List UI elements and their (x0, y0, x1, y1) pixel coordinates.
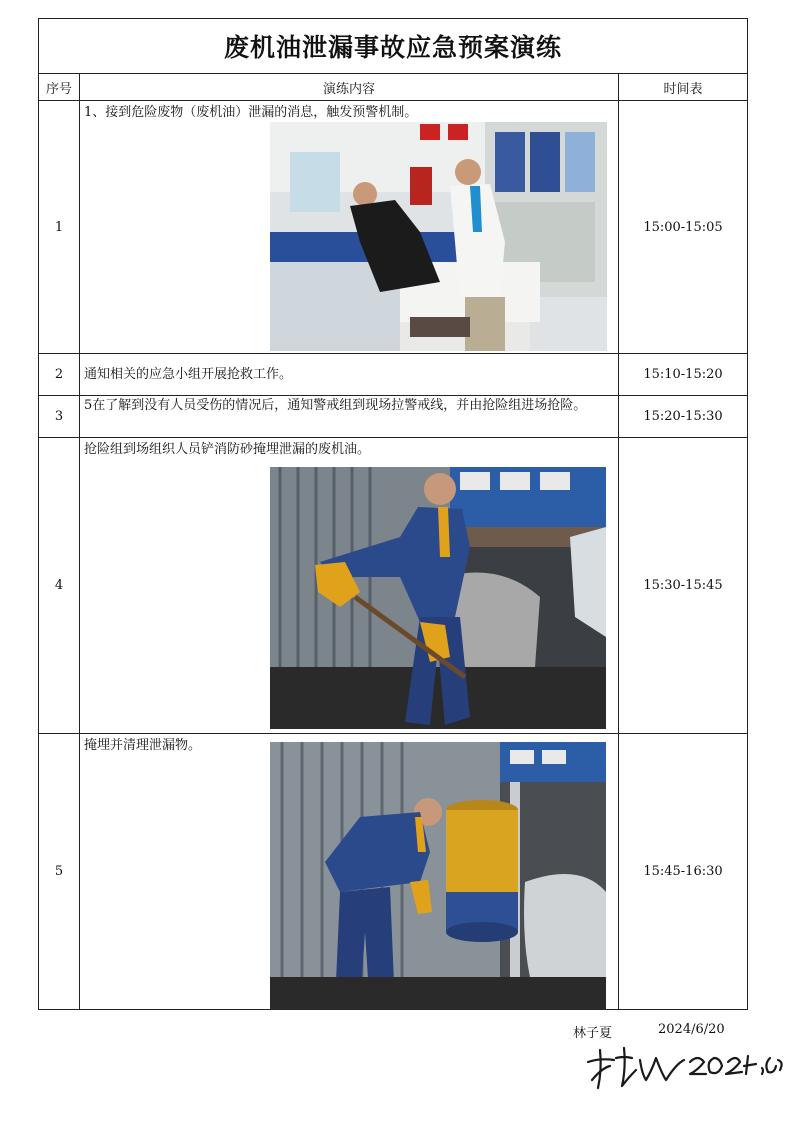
row-time: 15:10-15:20 (619, 354, 748, 396)
document-title: 废机油泄漏事故应急预案演练 (39, 19, 747, 74)
row-content-text: 5在了解到没有人员受伤的情况后，通知警戒组到现场拉警戒线，并由抢险组进场抢险。 (80, 396, 619, 438)
row-content-text: 抢险组到场组织人员铲消防砂掩埋泄漏的废机油。 (84, 442, 371, 457)
table-row (39, 734, 747, 1009)
row-content-text: 1、接到危险废物（废机油）泄漏的消息，触发预警机制。 (84, 105, 418, 120)
table-row (39, 396, 747, 438)
shoveling-photo (270, 467, 606, 729)
table-row (39, 354, 747, 396)
drill-document (38, 18, 748, 1010)
row-number: 5 (39, 734, 80, 1009)
row-time: 15:20-15:30 (619, 396, 748, 438)
table-row (39, 101, 747, 354)
row-time: 15:00-15:05 (619, 101, 748, 354)
table-header-row (39, 74, 747, 101)
row-content (80, 734, 619, 1009)
header-content: 演练内容 (80, 74, 619, 101)
office-photo (270, 122, 607, 351)
signer-name: 林子夏 (573, 1026, 613, 1041)
row-number: 4 (39, 438, 80, 734)
row-number: 1 (39, 101, 80, 354)
handwritten-signature (580, 1040, 785, 1095)
drill-table (39, 74, 747, 1009)
row-number: 3 (39, 396, 80, 438)
row-content-text: 掩埋并清理泄漏物。 (84, 738, 202, 753)
row-content (80, 101, 619, 354)
row-time: 15:45-16:30 (619, 734, 748, 1009)
header-no: 序号 (39, 74, 80, 101)
header-time: 时间表 (619, 74, 748, 101)
row-content-text: 通知相关的应急小组开展抢救工作。 (80, 354, 619, 396)
cleanup-photo (270, 742, 606, 1010)
table-row (39, 438, 747, 734)
signature-date: 2024/6/20 (658, 1022, 725, 1037)
row-time: 15:30-15:45 (619, 438, 748, 734)
row-content (80, 438, 619, 734)
row-number: 2 (39, 354, 80, 396)
